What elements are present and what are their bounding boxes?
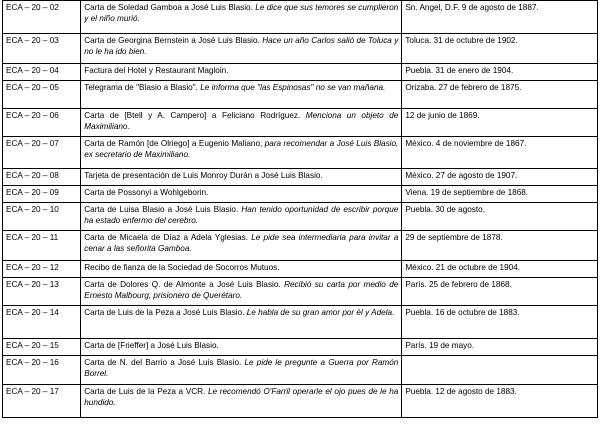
row-place-date: Orizaba. 27 de febrero de 1875. <box>402 81 598 109</box>
row-description: Tarjeta de presentación de Luis Monroy Durán a José Luis Blasio. <box>81 169 402 186</box>
row-place-date: Puebla. 16 de octubre de 1883. <box>402 306 598 339</box>
table-row <box>3 34 598 64</box>
row-description: Telegrama de "Blasio a Blasio". Le informa que "las Espinosas" no se van mañana. <box>81 81 402 109</box>
row-description: Carta de Georgina Bernstein a José Luis Blasio. Hace un año Carlos salió de Toluca y no le ha ido bien. <box>81 34 402 64</box>
table-row <box>3 1 598 34</box>
row-code: ECA – 20 – 14 <box>3 306 81 339</box>
row-description: Carta de Luisa Blasio a José Luis Blasio. Han tenido oportunidad de escribir porque ha estado enfermo del cerebro. <box>81 203 402 231</box>
table-row <box>3 81 598 109</box>
row-code: ECA – 20 – 09 <box>3 186 81 203</box>
row-description: Carta de Soledad Gamboa a José Luis Blasio. Le dice que sus temores se cumplieron y el niño murió. <box>81 1 402 34</box>
row-code: ECA – 20 – 03 <box>3 34 81 64</box>
row-code: ECA – 20 – 16 <box>3 356 81 385</box>
row-place-date: Puebla. 12 de agosto de 1883. <box>402 385 598 418</box>
row-code: ECA – 20 – 02 <box>3 1 81 34</box>
row-code: ECA – 20 – 10 <box>3 203 81 231</box>
row-description: Carta de Luis de la Peza a José Luis Blasio. Le habla de su gran amor por él y Adela. <box>81 306 402 339</box>
table-row <box>3 186 598 203</box>
row-description: Carta de N. del Barrio a José Luis Blasio. Le pide le pregunte a Guerra por Ramón Borrel. <box>81 356 402 385</box>
table-row <box>3 169 598 186</box>
table-row <box>3 231 598 261</box>
row-place-date: Viena. 19 de septiembre de 1868. <box>402 186 598 203</box>
table-row <box>3 64 598 81</box>
row-place-date: México. 21 de octubre de 1904. <box>402 261 598 278</box>
row-code: ECA – 20 – 15 <box>3 339 81 356</box>
row-place-date: Puebla. 31 de enero de 1904. <box>402 64 598 81</box>
row-code: ECA – 20 – 07 <box>3 137 81 169</box>
row-description: Carta de Micaela de Díaz a Adela Yglesias. Le pide sea intermediaria para invitar a cenar a las señorita Gamboa. <box>81 231 402 261</box>
table-row <box>3 137 598 169</box>
row-description: Carta de [Frieffer] a José Luis Blasio. <box>81 339 402 356</box>
row-description: Recibo de fianza de la Sociedad de Socorros Mutuos. <box>81 261 402 278</box>
row-code: ECA – 20 – 12 <box>3 261 81 278</box>
row-place-date: Puebla. 30 de agosto. <box>402 203 598 231</box>
table-row <box>3 278 598 306</box>
table-row <box>3 306 598 339</box>
row-code: ECA – 20 – 13 <box>3 278 81 306</box>
row-code: ECA – 20 – 06 <box>3 109 81 137</box>
row-description: Factura del Hotel y Restaurant Magloin. <box>81 64 402 81</box>
row-description: Carta de Luis de la Peza a VCR. Le recomendó O'Farril operarle el ojo pues de le ha hundido. <box>81 385 402 418</box>
table-row <box>3 109 598 137</box>
row-description: Carta de Ramón [de Olriego] a Eugenio Maliano, para recomendar a José Luis Blasio, ex secretario de Maximiliano. <box>81 137 402 169</box>
row-code: ECA – 20 – 11 <box>3 231 81 261</box>
row-code: ECA – 20 – 05 <box>3 81 81 109</box>
row-place-date: México. 27 de agosto de 1907. <box>402 169 598 186</box>
table-row <box>3 203 598 231</box>
table-row <box>3 385 598 418</box>
row-description: Carta de [Btell y A. Campero] a Feliciano Rodríguez. Menciona un objeto de Maximiliano. <box>81 109 402 137</box>
row-code: ECA – 20 – 17 <box>3 385 81 418</box>
row-place-date: París. 19 de mayo. <box>402 339 598 356</box>
row-place-date: Sn. Angel, D.F. 9 de agosto de 1887. <box>402 1 598 34</box>
table-row <box>3 339 598 356</box>
row-place-date: México. 4 de noviembre de 1867. <box>402 137 598 169</box>
row-place-date <box>402 356 598 385</box>
row-place-date: Toluca. 31 de octubre de 1902. <box>402 34 598 64</box>
table-row <box>3 261 598 278</box>
row-description: Carta de Dolores Q. de Almonte a José Luis Blasio. Recibió su carta por medio de Ernesto Malbourg, prisionero de Querétaro. <box>81 278 402 306</box>
table-row <box>3 356 598 385</box>
row-code: ECA – 20 – 08 <box>3 169 81 186</box>
row-place-date: 29 de septiembre de 1878. <box>402 231 598 261</box>
row-code: ECA – 20 – 04 <box>3 64 81 81</box>
catalog-table <box>2 0 598 418</box>
row-place-date: 12 de junio de 1869. <box>402 109 598 137</box>
row-place-date: París. 25 de febrero de 1868. <box>402 278 598 306</box>
row-description: Carta de Possonyi a Wohlgeborin. <box>81 186 402 203</box>
